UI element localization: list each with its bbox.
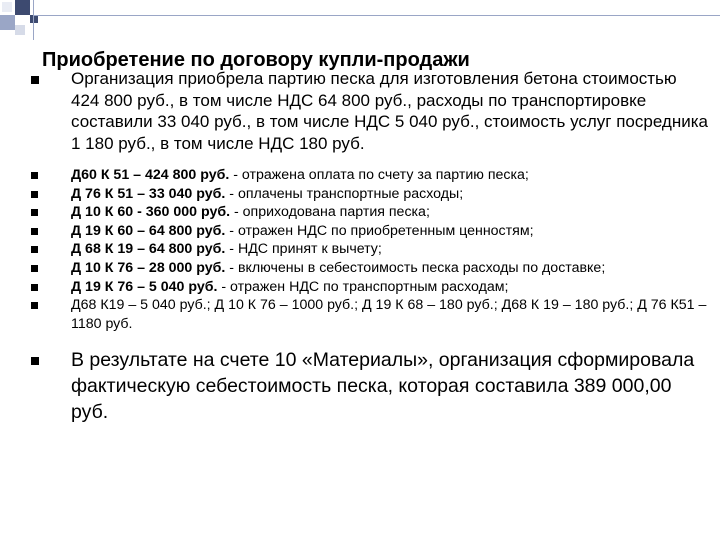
entry-desc: - отражен НДС по приобретенным ценностям; [225,222,534,239]
entry-desc: - оприходована партия песка; [230,204,430,221]
entry-item [28,185,708,204]
entry-item [28,203,708,222]
bullet-icon [31,302,38,309]
entry-code: Д 19 К 76 – 5 040 руб. [71,278,218,295]
bullet-icon [31,76,39,84]
entry-item [28,278,708,297]
corner-decoration [0,0,720,40]
decor-square [15,25,25,35]
bullet-icon [31,265,38,272]
bullet-icon [31,357,39,365]
entry-code: Д 76 К 51 – 33 040 руб. [71,185,226,202]
bullet-icon [31,228,38,235]
entry-desc: - оплачены транспортные расходы; [225,185,464,202]
entry-code: Д 10 К 60 - 360 000 руб. [71,204,231,221]
bullet-icon [31,246,38,253]
entry-code: Д 68 К 19 – 64 800 руб. [71,241,226,258]
decor-square [15,0,30,15]
bullet-icon [31,284,38,291]
intro-text: Организация приобрела партию песка для изготовления бетона стоимостью 424 800 руб., в том числе НДС 64 800 руб., расходы по транспортировке составили 33 040 руб., в том числе НДС 5 040 руб., стоимость услуг посредника 1 180 руб., в том числе НДС 180 руб. [71,69,708,153]
intro-paragraph [28,68,708,154]
entry-item [28,222,708,241]
conclusion-text: В результате на счете 10 «Материалы», организация сформировала фактическую себестоимость песка, которая составила 389 000,00 руб. [71,349,695,424]
decor-square [2,2,12,12]
decor-square [0,15,15,30]
entry-code: Д60 К 51 – 424 800 руб. [71,167,230,183]
bullet-icon [31,172,38,179]
entry-desc: - включены в себестоимость песка расходы по доставке; [225,259,606,276]
decor-line [33,0,34,40]
entry-item [28,259,708,278]
slide-content [28,68,708,425]
conclusion-paragraph [28,347,708,425]
entry-desc: - НДС принят к вычету; [225,241,382,258]
entry-desc: - отражена оплата по счету за партию песка; [229,167,529,183]
bullet-icon [31,209,38,216]
misc-entry-text: Д68 К19 – 5 040 руб.; Д 10 К 76 – 1000 руб.; Д 19 К 68 – 180 руб.; Д68 К 19 – 180 руб.; Д 76 К51 – 1180 руб. [71,297,707,332]
entry-item [28,166,708,185]
entry-desc: - отражен НДС по транспортным расходам; [217,278,509,295]
entry-item [28,296,708,333]
decor-square [30,15,38,23]
decor-line [33,15,720,16]
entry-code: Д 10 К 76 – 28 000 руб. [71,259,226,276]
entry-code: Д 19 К 60 – 64 800 руб. [71,222,226,239]
bullet-icon [31,191,38,198]
entry-item [28,240,708,259]
slide-title: Приобретение по договору купли-продажи [42,49,470,71]
